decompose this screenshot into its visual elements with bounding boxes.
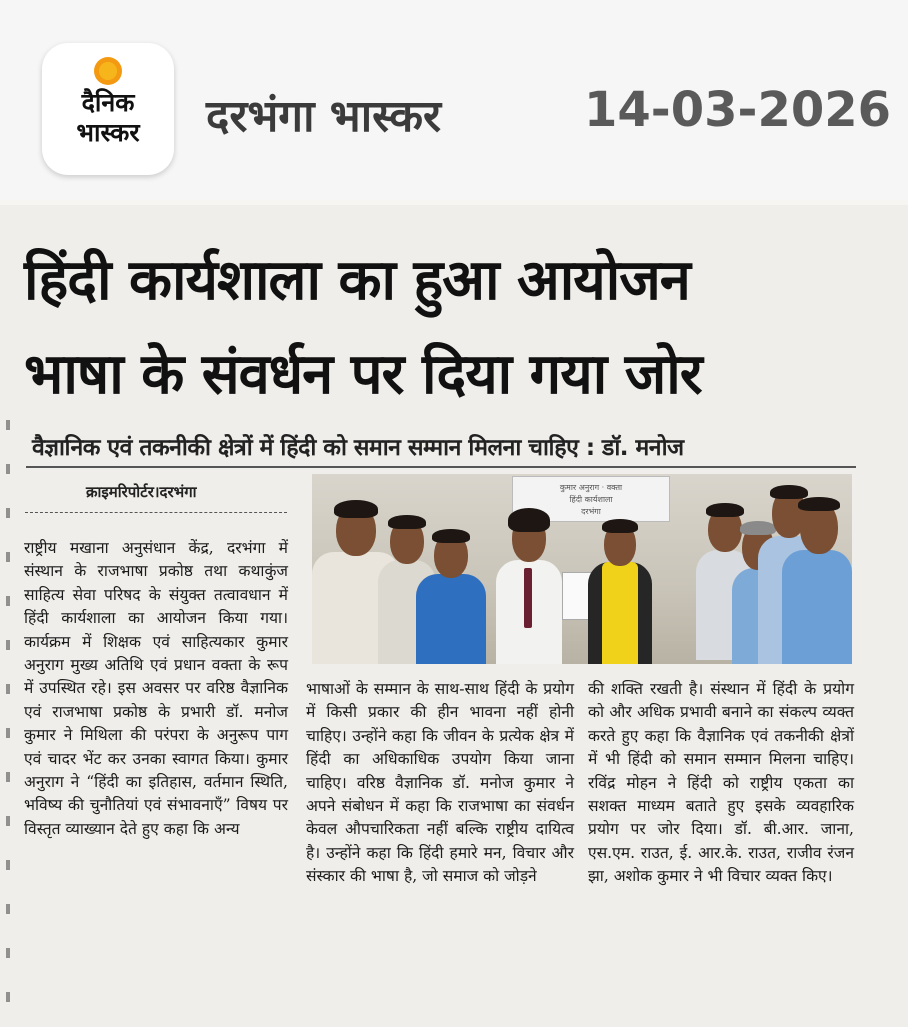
logo-text-line1: दैनिक bbox=[81, 88, 135, 117]
headline-divider bbox=[26, 466, 856, 468]
page-edge-marks bbox=[6, 420, 10, 1020]
article-column-1: राष्ट्रीय मखाना अनुसंधान केंद्र, दरभंगा में संस्थान के राजभाषा प्रकोष्ठ तथा कथाकुंज साहित्य सेवा परिषद के संयुक्त तत्वावधान में हिंदी कार्यशाला का आयोजन किया गया। कार्यक्रम में शिक्षक एवं साहित्यकार कुमार अनुराग मुख्य अतिथि एवं प्रधान वक्ता के रूप में उपस्थित रहे। इस अवसर पर वरिष्ठ वैज्ञानिक एवं राजभाषा प्रकोष्ठ के प्रभारी डॉ. मनोज कुमार ने मिथिला की परंपरा के अनुरूप पाग एवं चादर भेंट कर उनका स्वागत किया। कुमार अनुराग ने “हिंदी का इतिहास, वर्तमान स्थिति, भविष्य की चुनौतियां एवं संभावनाएँ” विषय पर विस्तृत व्याख्यान देते हुए कहा कि अन्य bbox=[24, 539, 288, 838]
logo-text-line2: भास्कर bbox=[76, 118, 140, 147]
app-header bbox=[0, 0, 908, 200]
dainik-bhaskar-logo[interactable] bbox=[42, 43, 174, 175]
screen-text-2: हिंदी कार्यशाला bbox=[569, 495, 613, 504]
screen-text-3: दरभंगा bbox=[581, 507, 601, 516]
event-photo bbox=[312, 474, 852, 664]
sun-icon bbox=[94, 57, 122, 85]
edition-date: 14-03-2026 bbox=[584, 82, 892, 138]
article-column-2: भाषाओं के सम्मान के साथ-साथ हिंदी के प्रयोग में किसी प्रकार की हीन भावना नहीं होनी चाहिए। उन्होंने कहा कि जीवन के प्रत्येक क्षेत्र में हिंदी का अधिकाधिक उपयोग किया जाना चाहिए। वरिष्ठ वैज्ञानिक डॉ. मनोज कुमार ने अपने संबोधन में कहा कि राजभाषा का संवर्धन केवल औपचारिकता नहीं बल्कि राष्ट्रीय दायित्व है। उन्होंने कहा कि हिंदी हमारे मन, विचार और संस्कार की भाषा है, जो समाज को जोड़ने bbox=[306, 680, 574, 886]
headline-line1: हिंदी कार्यशाला का हुआ आयोजन bbox=[24, 248, 690, 313]
byline: क्राइमरिपोर्टर।दरभंगा bbox=[86, 483, 197, 501]
article-column-3: की शक्ति रखती है। संस्थान में हिंदी के प्रयोग को और अधिक प्रभावी बनाने का संकल्प व्यक्त करते हुए कहा कि वैज्ञानिक एवं तकनीकी क्षेत्रों में भी हिंदी को समान सम्मान मिलना चाहिए। रविंद्र मोहन ने हिंदी को राष्ट्रीय एकता का सशक्त माध्यम बताते हुए इसके व्यवहारिक प्रयोग पर जोर दिया। डॉ. बी.आर. जाना, एस.एम. राउत, ई. आर.के. राउत, राजीव रंजन झा, अशोक कुमार ने भी विचार व्यक्त किए। bbox=[588, 680, 854, 886]
byline-divider bbox=[25, 512, 287, 514]
screen-text-1: कुमार अनुराग · वक्ता bbox=[559, 483, 623, 492]
headline-line2: भाषा के संवर्धन पर दिया गया जोर bbox=[24, 342, 702, 407]
edition-title: दरभंगा भास्कर bbox=[206, 91, 442, 142]
subheadline: वैज्ञानिक एवं तकनीकी क्षेत्रों में हिंदी को समान सम्मान मिलना चाहिए : डॉ. मनोज bbox=[32, 435, 684, 461]
